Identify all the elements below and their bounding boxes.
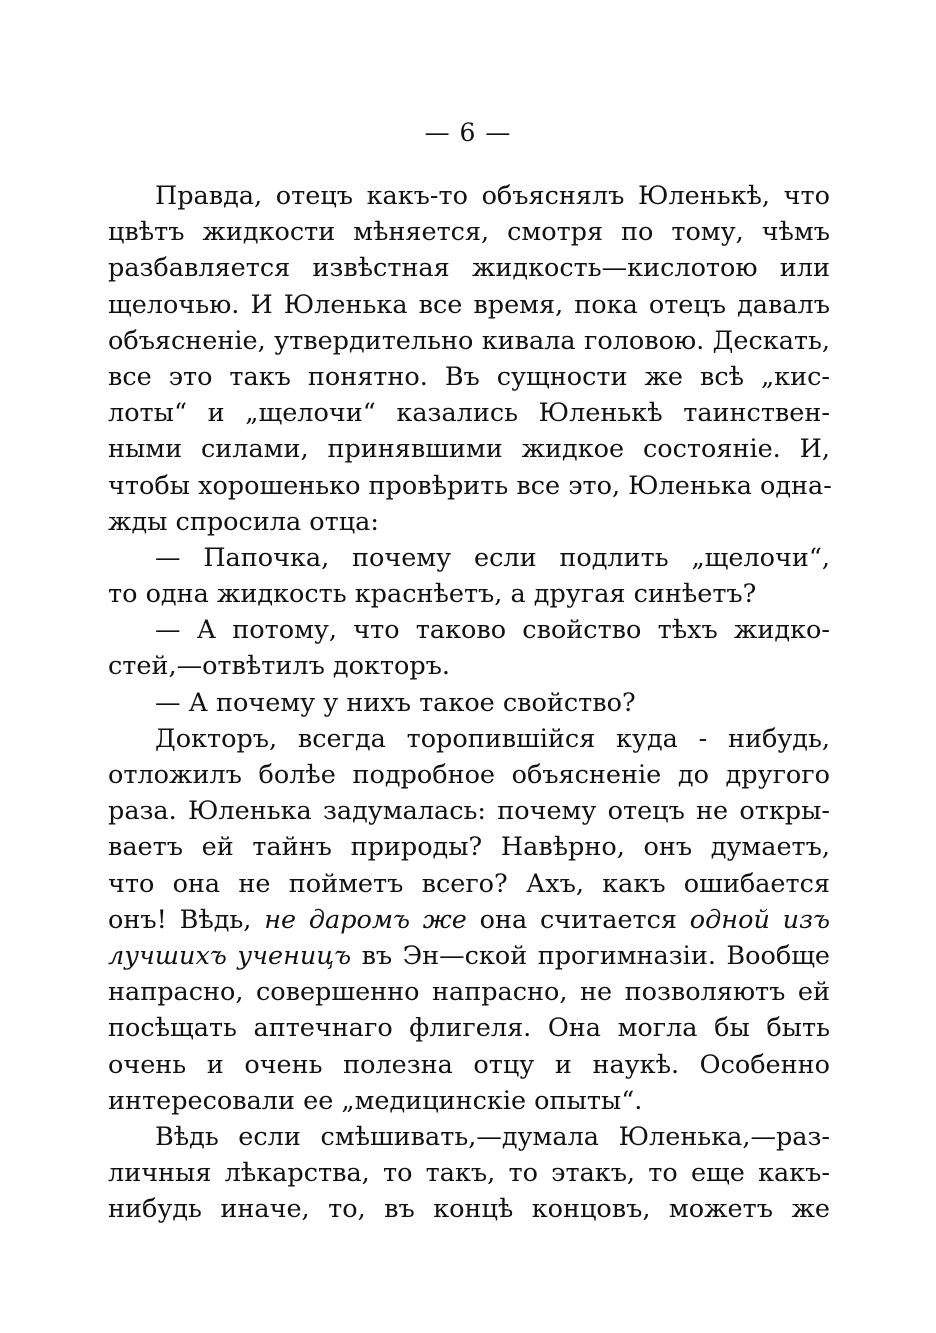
text-line: Вѣдь если смѣшивать,—думала Юленька,—раз- <box>155 1121 830 1152</box>
text-line: стей,—отвѣтилъ докторъ. <box>108 651 451 682</box>
text-line: то одна жидкость краснѣетъ, а другая синѣетъ? <box>108 579 757 610</box>
text-line: цвѣтъ жидкости мѣняется, смотря по тому, чѣмъ <box>108 217 830 248</box>
text-line: чтобы хорошенько провѣрить все это, Юленька одна- <box>108 470 832 501</box>
text-line: — Папочка, почему если подлить „щелочи“, <box>155 542 830 573</box>
italic-segment: не даромъ же <box>264 904 467 935</box>
text-line: ными силами, принявшими жидкое состояніе. И, <box>108 434 830 465</box>
text-line: жды спросила отца: <box>108 506 379 537</box>
text-line: напрасно, совершенно напрасно, не позволяютъ ей <box>108 977 830 1008</box>
page-number: — 6 — <box>424 118 512 147</box>
text-line: отложилъ болѣе подробное объясненіе до другого <box>108 760 830 790</box>
text-line: личныя лѣкарства, то такъ, то этакъ, то еще какъ- <box>108 1158 830 1189</box>
text-line: все это такъ понятно. Въ сущности же всѣ „кис- <box>108 361 830 392</box>
text-line-mixed <box>108 938 830 974</box>
text-line: Правда, отецъ какъ-то объяснялъ Юленькѣ, что <box>155 181 830 211</box>
text-line: Докторъ, всегда торопившійся куда - нибудь, <box>155 723 830 754</box>
italic-segment: лучшихъ ученицъ <box>108 940 352 971</box>
text-line: очень и очень полезна отцу и наукѣ. Особенно <box>108 1049 830 1080</box>
text-line: объясненіе, утвердительно кивала головою. Дескать, <box>108 325 830 356</box>
text-line: нибудь иначе, то, въ концѣ концовъ, можетъ же <box>108 1194 830 1225</box>
text-line: раза. Юленька задумалась: почему отецъ не откры- <box>108 796 830 827</box>
body-text <box>108 178 830 1227</box>
text-line: разбавляется извѣстная жидкость—кислотою или <box>108 253 830 284</box>
text-line-mixed <box>108 902 830 938</box>
italic-segment: одной изъ <box>689 904 830 935</box>
text-line: что она не пойметъ всего? Ахъ, какъ ошибается <box>108 868 830 899</box>
text-line: ваетъ ей тайнъ природы? Навѣрно, онъ думаетъ, <box>108 832 830 863</box>
text-line: интересовали ее „медицинскіе опыты“. <box>108 1085 643 1116</box>
text-segment: онъ! Вѣдь, <box>108 904 252 935</box>
text-line: — А почему у нихъ такое свойство? <box>155 687 636 718</box>
text-segment: она считается <box>479 904 678 935</box>
text-line: лоты“ и „щелочи“ казались Юленькѣ таинствен- <box>108 398 830 429</box>
text-segment: въ Эн—ской прогимназіи. Вообще <box>361 940 830 971</box>
text-line: щелочью. И Юленька все время, пока отецъ давалъ <box>108 289 830 320</box>
text-line: посѣщать аптечнаго флигеля. Она могла бы быть <box>108 1013 830 1044</box>
text-line: — А потому, что таково свойство тѣхъ жидко- <box>155 615 830 646</box>
